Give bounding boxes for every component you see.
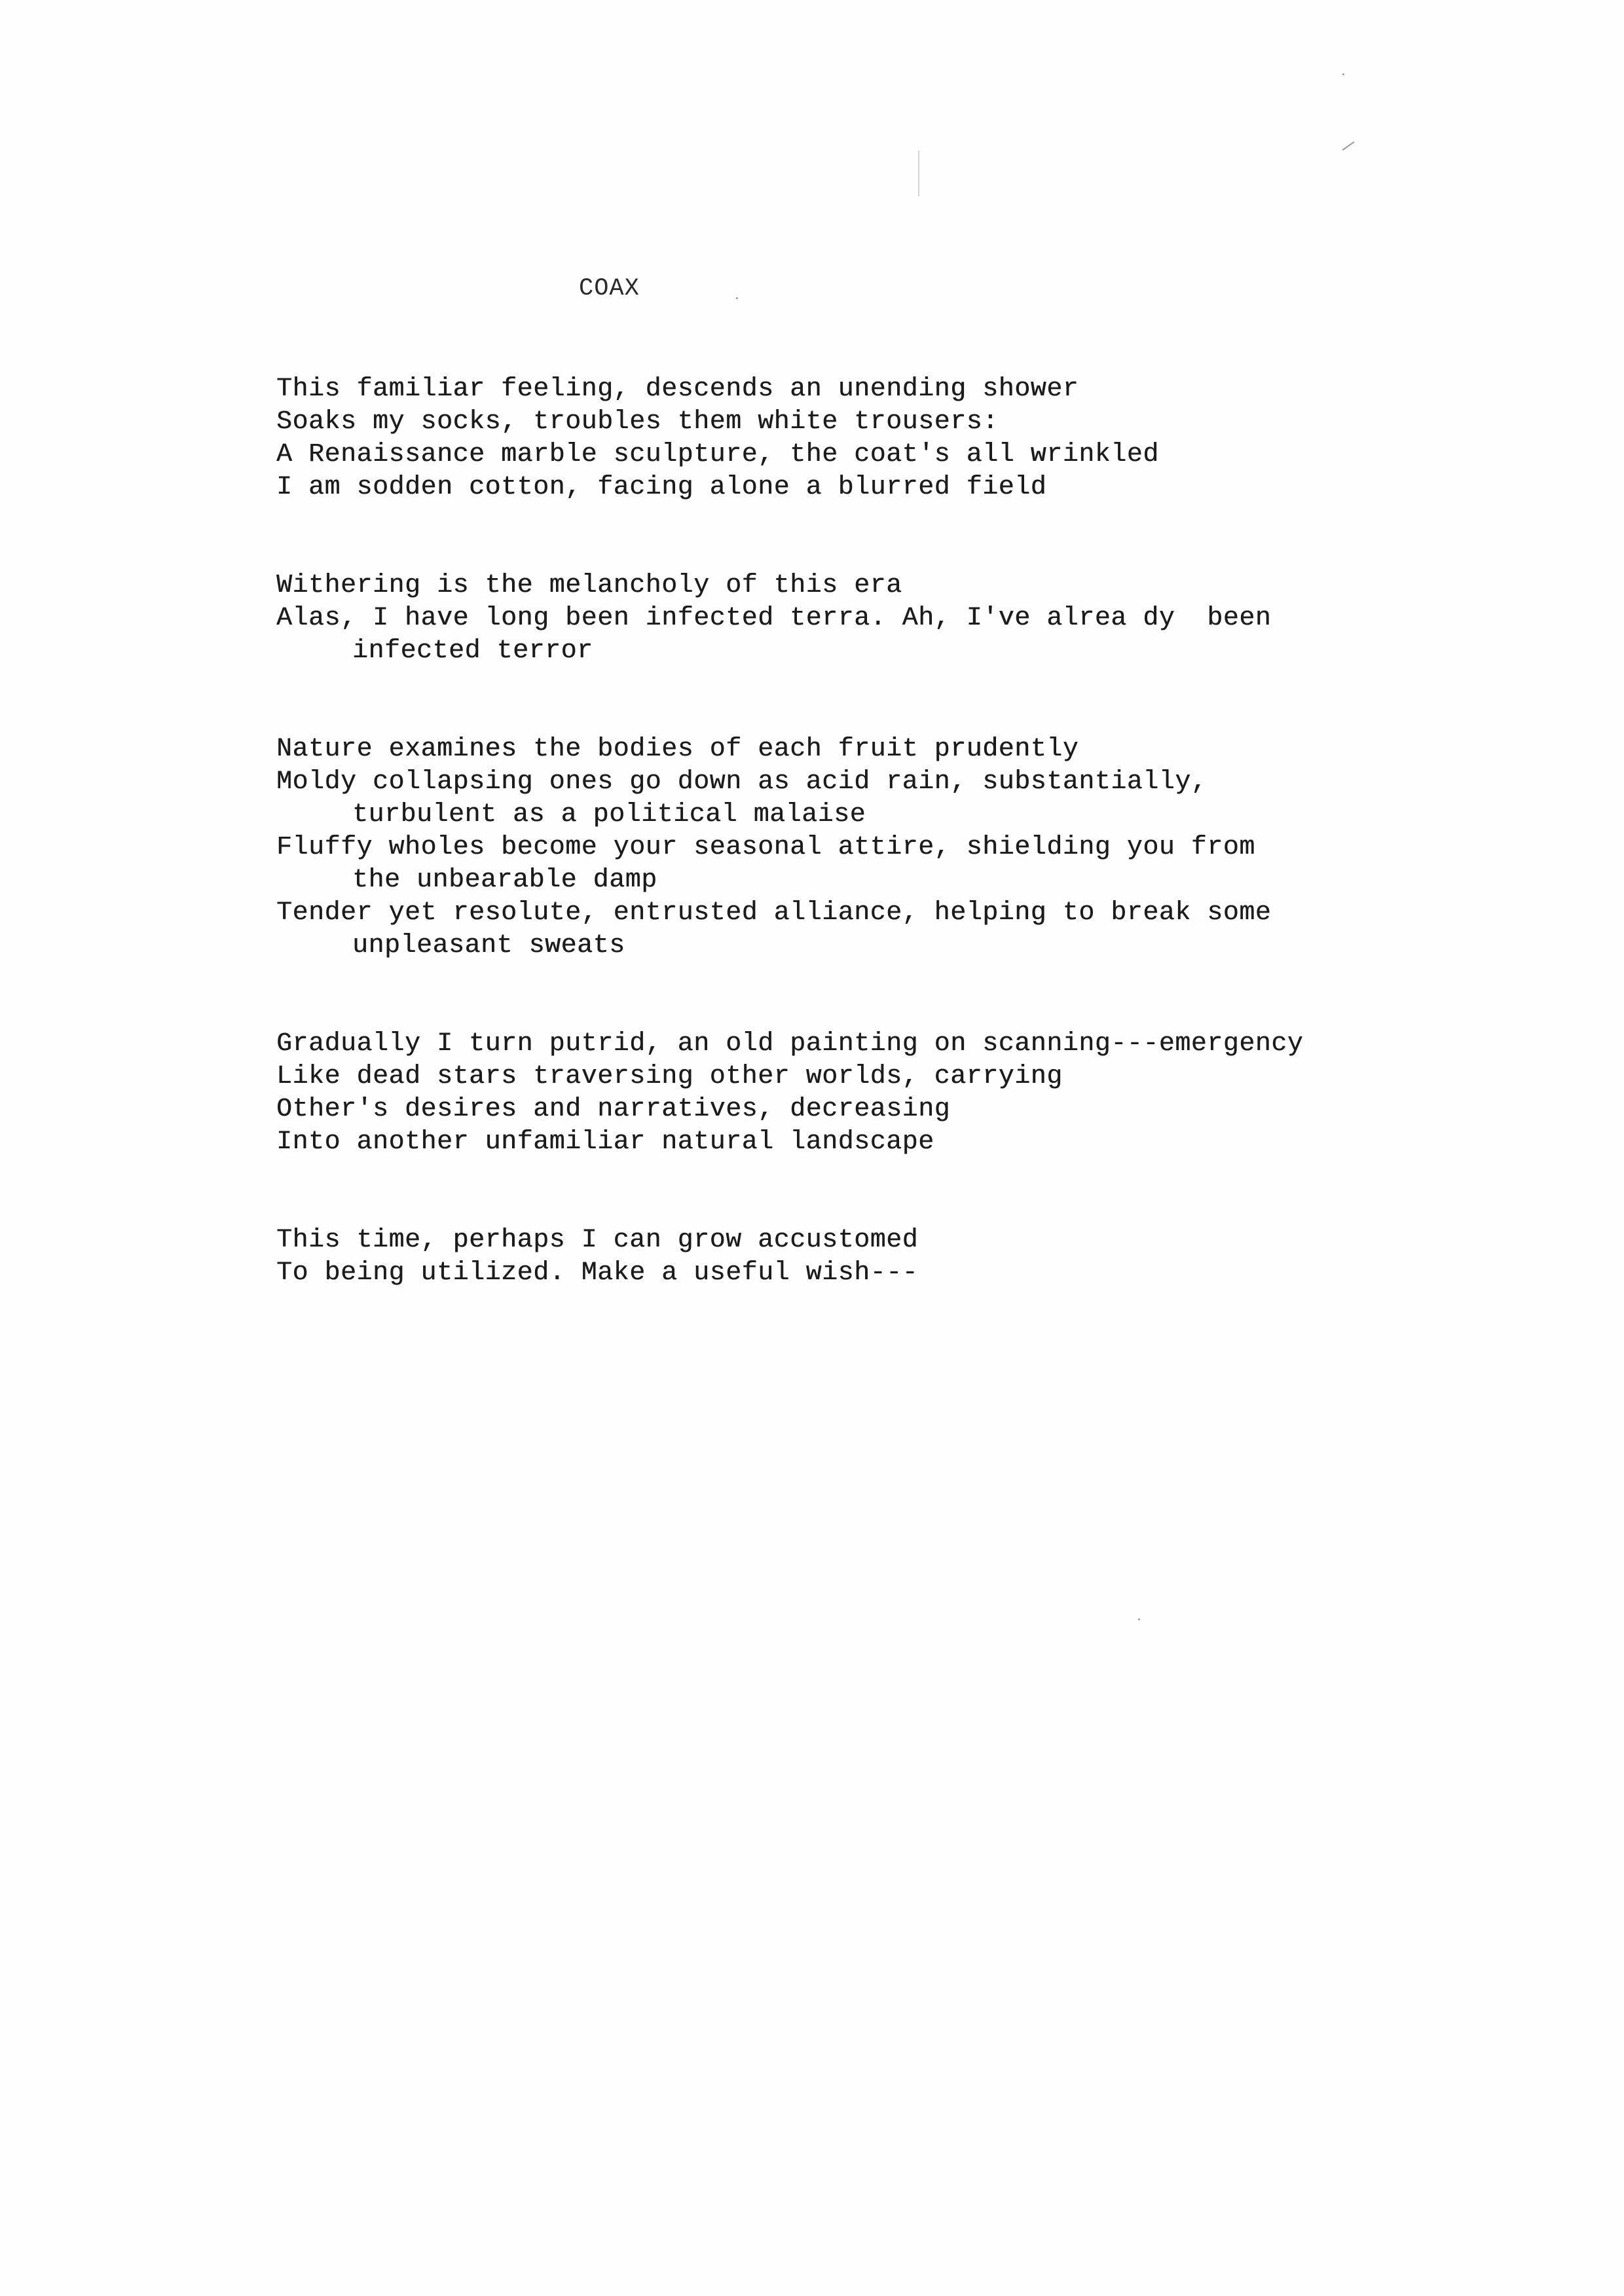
stanza <box>276 1224 1429 1290</box>
poem-body <box>276 373 1429 1354</box>
poem-line: Gradually I turn putrid, an old painting on scanning---emergency <box>276 1029 1304 1059</box>
poem-line: This time, perhaps I can grow accustomed <box>276 1226 919 1255</box>
poem-line: Nature examines the bodies of each fruit prudently <box>276 735 1079 764</box>
poem-title: COAX <box>579 275 640 302</box>
poem-line: Soaks my socks, troubles them white trousers: <box>276 407 999 437</box>
poem-line-continuation: infected terror <box>352 636 593 666</box>
poem-line: Alas, I have long been infected terra. Ah, I've alrea dy been <box>276 604 1272 633</box>
stanza <box>276 373 1429 504</box>
paper-crease <box>918 151 919 196</box>
poem-line: Fluffy wholes become your seasonal attire, shielding you from <box>276 833 1255 862</box>
paper-speck <box>1138 1618 1140 1620</box>
poem-line: This familiar feeling, descends an unending shower <box>276 374 1079 404</box>
poem-line: Moldy collapsing ones go down as acid rain, substantially, <box>276 767 1208 797</box>
poem-line-continuation: the unbearable damp <box>352 866 657 895</box>
poem-line: Other's desires and narratives, decreasing <box>276 1095 951 1124</box>
stanza <box>276 733 1429 962</box>
poem-line: Like dead stars traversing other worlds, carrying <box>276 1062 1063 1091</box>
poem-line: A Renaissance marble sculpture, the coat's all wrinkled <box>276 440 1159 469</box>
stanza <box>276 1028 1429 1159</box>
poem-line: Into another unfamiliar natural landscape <box>276 1127 934 1157</box>
poem-line: Tender yet resolute, entrusted alliance, helping to break some <box>276 898 1272 928</box>
stanza <box>276 570 1429 668</box>
poem-line: To being utilized. Make a useful wish--- <box>276 1258 919 1288</box>
pencil-mark <box>1342 141 1354 151</box>
poem-line-continuation: turbulent as a political malaise <box>352 800 866 829</box>
poem-line: I am sodden cotton, facing alone a blurred field <box>276 473 1047 502</box>
paper-speck <box>736 297 738 299</box>
poem-line-continuation: unpleasant sweats <box>352 931 625 960</box>
paper-speck <box>1342 73 1344 75</box>
poem-line: Withering is the melancholy of this era <box>276 571 902 600</box>
